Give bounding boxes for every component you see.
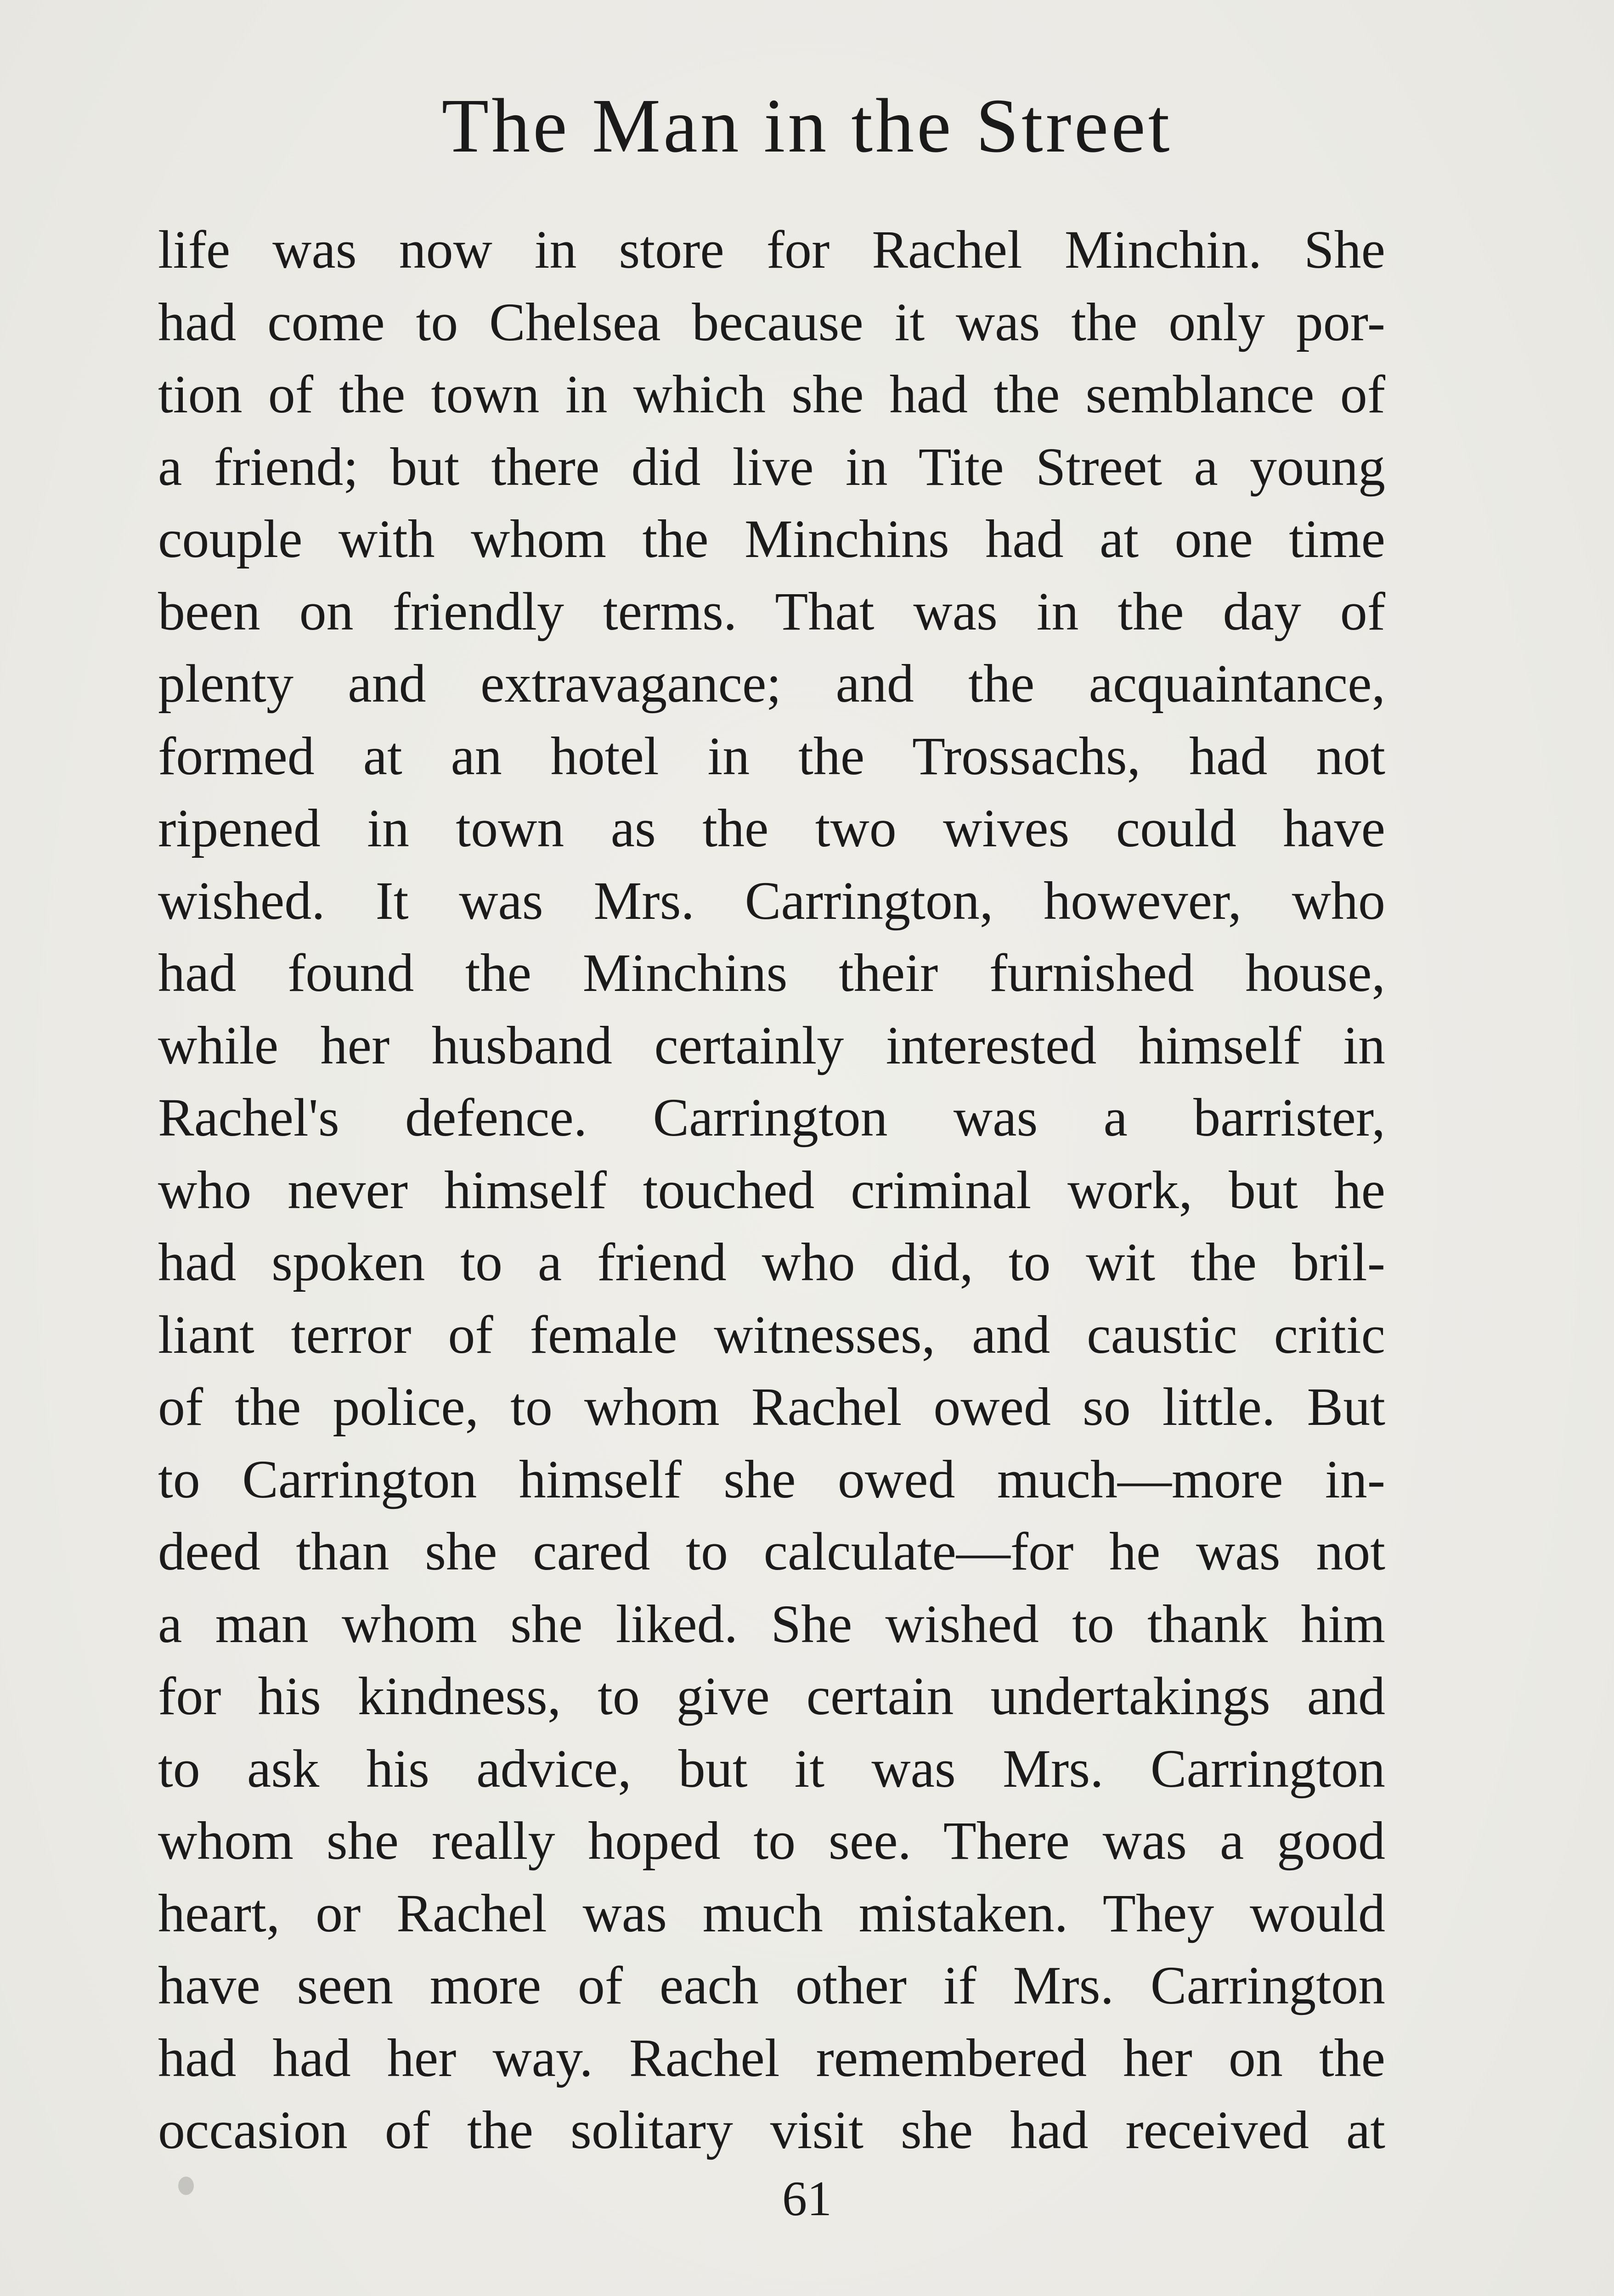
- text-line: plenty and extravagance; and the acquaintance,: [158, 653, 1385, 714]
- text-line: wished. It was Mrs. Carrington, however, who: [158, 870, 1385, 931]
- text-line: ripened in town as the two wives could have: [158, 798, 1385, 858]
- text-line: had spoken to a friend who did, to wit the bril-: [158, 1232, 1385, 1292]
- text-line: heart, or Rachel was much mistaken. They would: [158, 1883, 1385, 1943]
- text-line: been on friendly terms. That was in the day of: [158, 581, 1385, 642]
- text-line: formed at an hotel in the Trossachs, had not: [158, 726, 1385, 786]
- text-line: a man whom she liked. She wished to thank him: [158, 1593, 1385, 1654]
- text-line: who never himself touched criminal work, but he: [158, 1159, 1385, 1220]
- text-line: whom she really hoped to see. There was a good: [158, 1811, 1385, 1871]
- text-line: have seen more of each other if Mrs. Carrington: [158, 1955, 1385, 2015]
- text-line: had had her way. Rachel remembered her on the: [158, 2027, 1385, 2088]
- text-line: to ask his advice, but it was Mrs. Carrington: [158, 1738, 1385, 1799]
- text-line: tion of the town in which she had the semblance of: [158, 364, 1385, 424]
- text-line: for his kindness, to give certain undertakings and: [158, 1666, 1385, 1726]
- body-text: [158, 214, 1385, 2167]
- text-line: to Carrington himself she owed much—more in-: [158, 1449, 1385, 1509]
- text-line: had found the Minchins their furnished house,: [158, 943, 1385, 1003]
- text-line: occasion of the solitary visit she had received at: [158, 2100, 1385, 2160]
- text-line: while her husband certainly interested himself in: [158, 1015, 1385, 1075]
- text-line: couple with whom the Minchins had at one time: [158, 509, 1385, 569]
- text-line: life was now in store for Rachel Minchin. She: [158, 219, 1385, 280]
- text-line: had come to Chelsea because it was the only por-: [158, 292, 1385, 352]
- text-line: of the police, to whom Rachel owed so little. But: [158, 1377, 1385, 1437]
- running-title: The Man in the Street: [441, 83, 1173, 169]
- text-line: Rachel's defence. Carrington was a barrister,: [158, 1087, 1385, 1148]
- text-line: liant terror of female witnesses, and caustic critic: [158, 1304, 1385, 1365]
- text-line: a friend; but there did live in Tite Street a young: [158, 436, 1385, 497]
- page-number: 61: [782, 2172, 832, 2226]
- text-line: deed than she cared to calculate—for he was not: [158, 1521, 1385, 1581]
